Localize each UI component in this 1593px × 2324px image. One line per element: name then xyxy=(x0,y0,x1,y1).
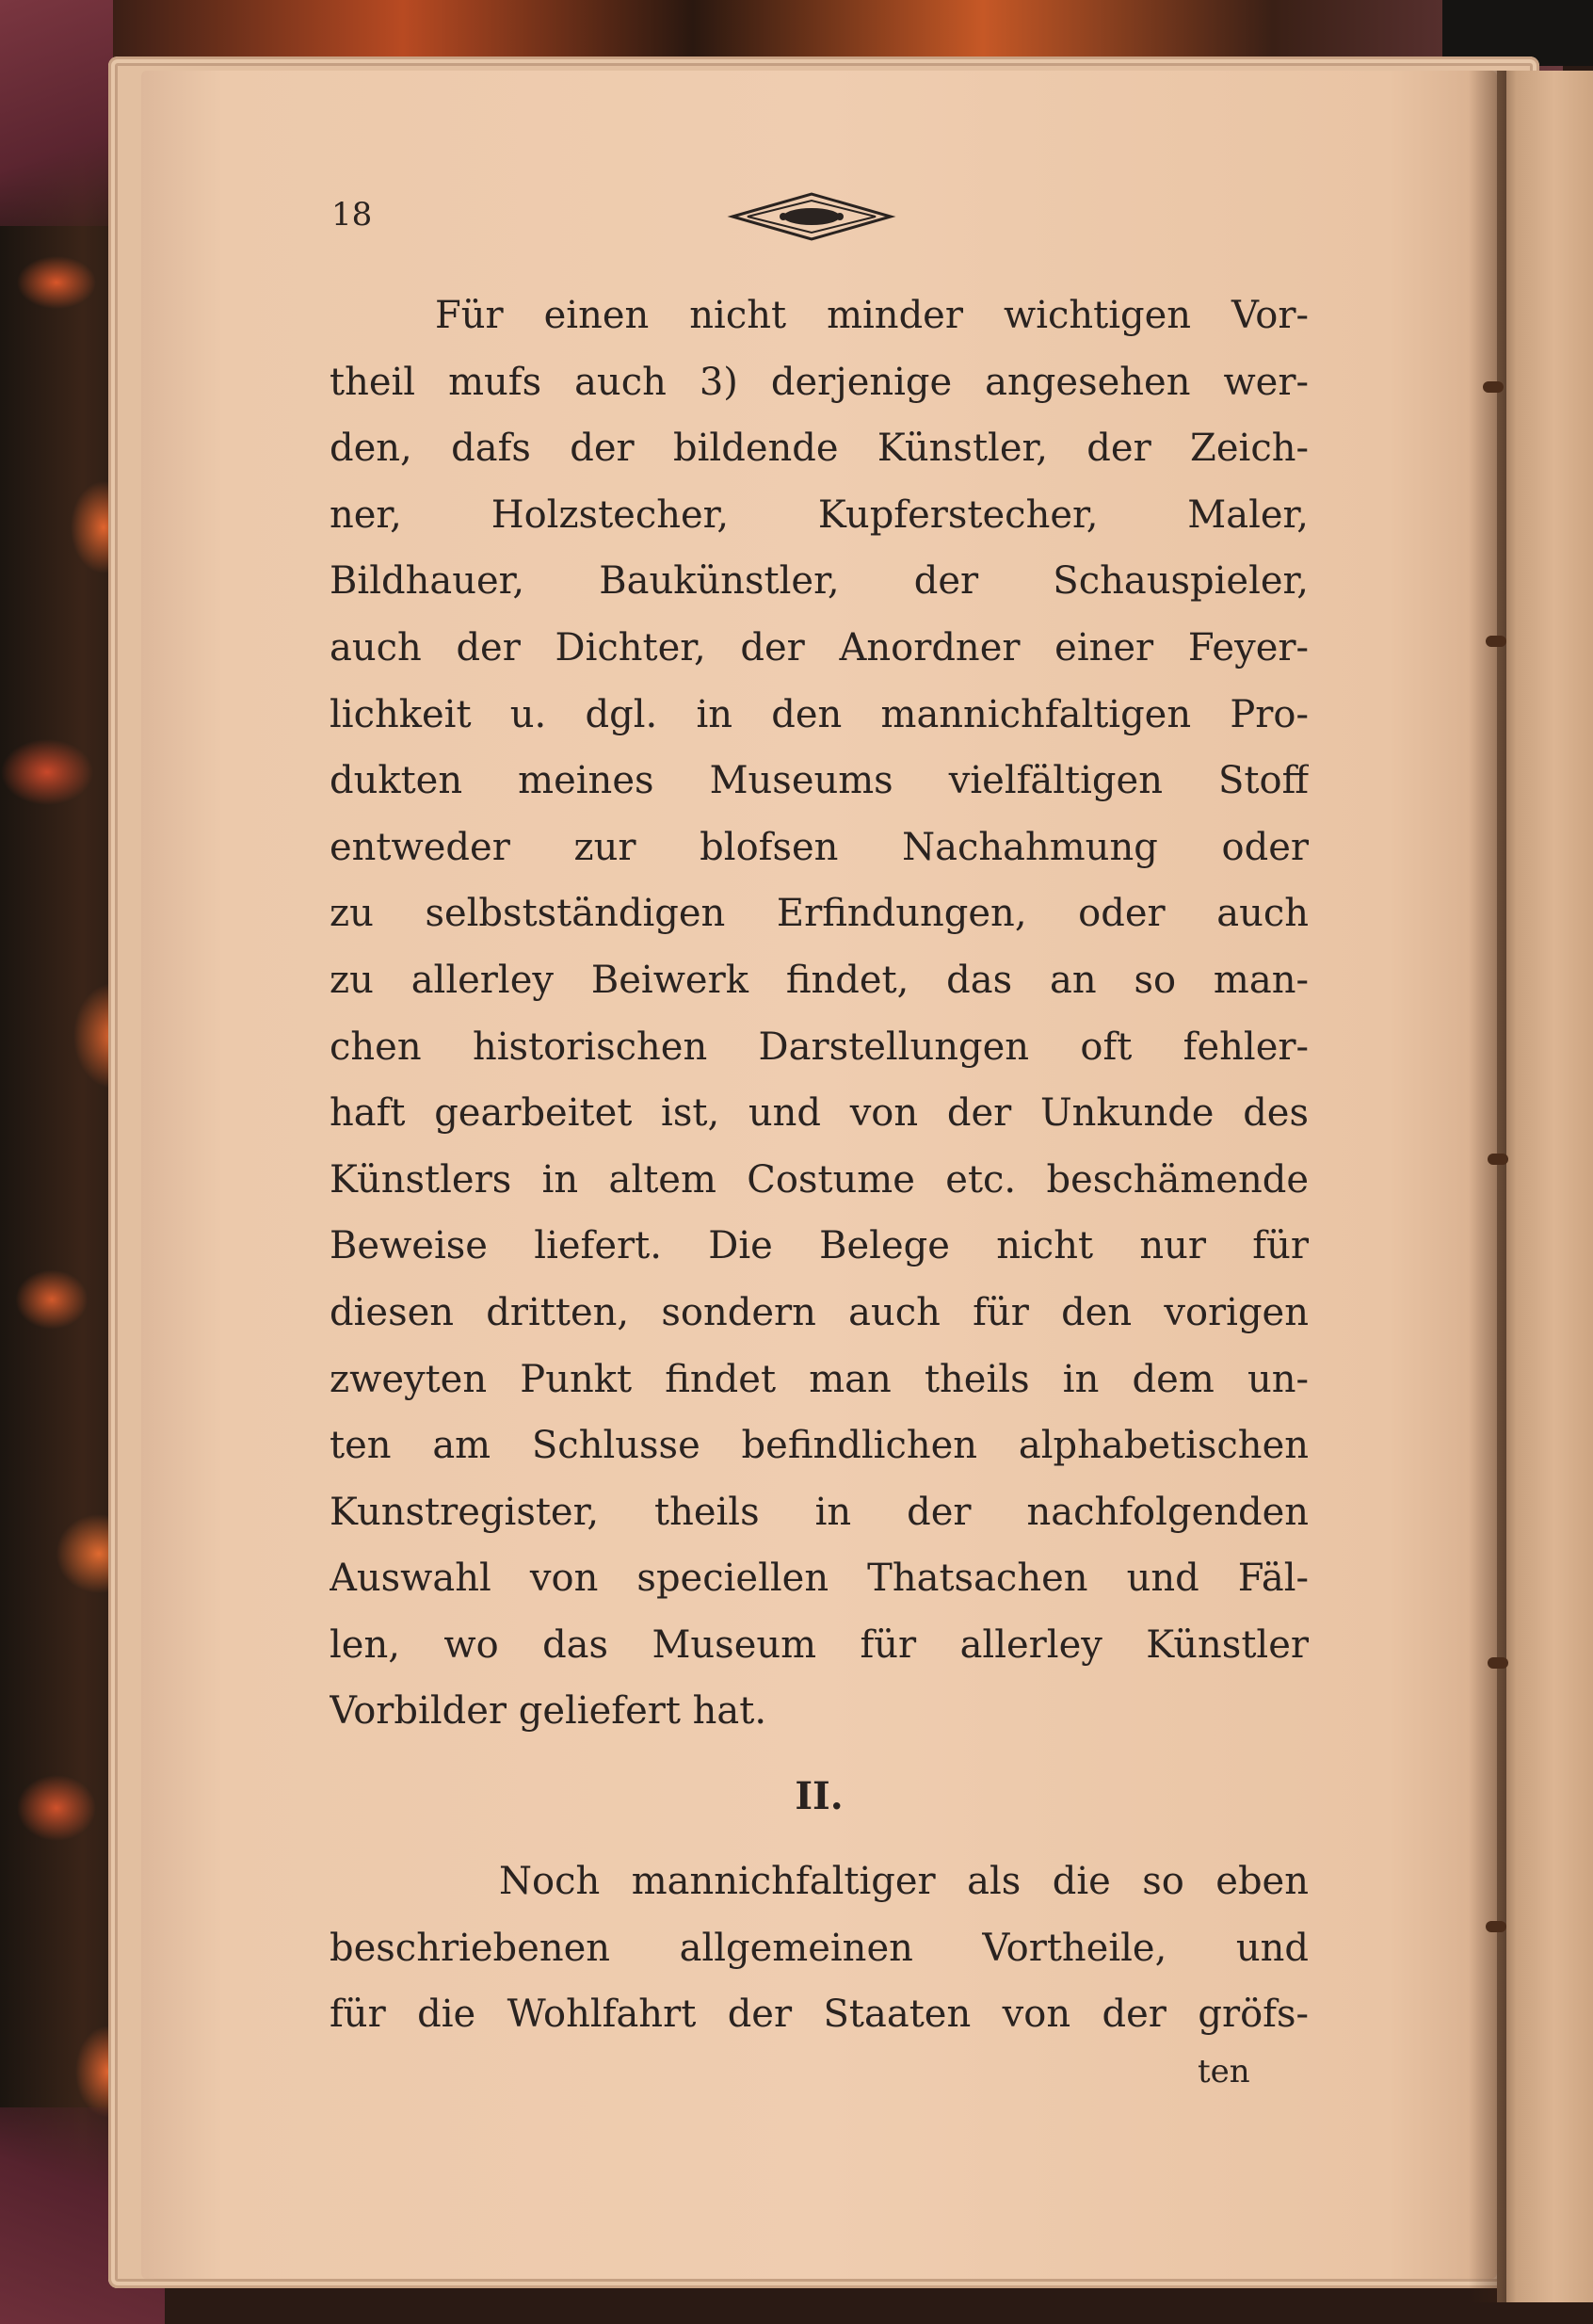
text-line: dukten meines Museums vielfältigen Stoff xyxy=(330,759,1309,803)
binding-stitch xyxy=(1486,636,1506,647)
text-line: chen historischen Darstellungen oft fehler- xyxy=(330,1025,1309,1069)
text-line: diesen dritten, sondern auch für den vorigen xyxy=(330,1290,1309,1334)
page-body xyxy=(330,282,1309,2048)
text-line: ten am Schlusse befindlichen alphabetischen xyxy=(330,1424,1309,1468)
binding-stitch xyxy=(1483,381,1504,393)
text-line: Künstlers in altem Costume etc. beschämende xyxy=(330,1157,1309,1202)
binding-stitch xyxy=(1486,1921,1506,1932)
facing-page-edge xyxy=(1497,71,1593,2302)
page-number: 18 xyxy=(331,196,373,234)
binding-stitch xyxy=(1488,1657,1508,1669)
binding-stitch xyxy=(1488,1154,1508,1165)
text-line: Kunstregister, theils in der nachfolgenden xyxy=(330,1490,1309,1534)
text-line: auch der Dichter, der Anordner einer Feyer- xyxy=(330,625,1309,670)
text-line: len, wo das Museum für allerley Künstler xyxy=(330,1622,1309,1667)
paragraph xyxy=(330,1848,1309,2048)
catchword: ten xyxy=(1198,2053,1250,2090)
text-line: zu allerley Beiwerk findet, das an so man- xyxy=(330,958,1309,1002)
page-header xyxy=(331,188,1329,245)
text-line: lichkeit u. dgl. in den mannichfaltigen Pro- xyxy=(330,692,1309,736)
text-line: haft gearbeitet ist, und von der Unkunde des xyxy=(330,1091,1309,1136)
book-gutter xyxy=(1469,71,1506,2302)
text-line: beschriebenen allgemeinen Vortheile, und xyxy=(330,1926,1309,1970)
text-line: theil mufs auch 3) derjenige angesehen wer- xyxy=(330,360,1309,404)
text-line: zu selbstständigen Erfindungen, oder auch xyxy=(330,892,1309,936)
decorative-diamond-ornament-icon xyxy=(727,188,896,249)
text-line: Auswahl von speciellen Thatsachen und Fäl- xyxy=(330,1557,1309,1601)
text-line: den, dafs der bildende Künstler, der Zeich- xyxy=(330,427,1309,471)
text-line: Vorbilder geliefert hat. xyxy=(330,1689,767,1734)
paragraph xyxy=(330,282,1309,1745)
text-line: zweyten Punkt findet man theils in dem un- xyxy=(330,1357,1309,1401)
text-line: Bildhauer, Baukünstler, der Schauspieler, xyxy=(330,559,1309,604)
text-line: Beweise liefert. Die Belege nicht nur für xyxy=(330,1224,1309,1268)
text-line: Noch mannichfaltiger als die so eben xyxy=(499,1860,1309,1904)
text-line: ner, Holzstecher, Kupferstecher, Maler, xyxy=(330,492,1309,537)
text-line: für die Wohlfahrt der Staaten von der gröfs- xyxy=(330,1993,1309,2037)
section-heading: II. xyxy=(795,1774,844,1819)
text-line: entweder zur blofsen Nachahmung oder xyxy=(330,825,1309,869)
text-line: Für einen nicht minder wichtigen Vor- xyxy=(435,294,1309,337)
